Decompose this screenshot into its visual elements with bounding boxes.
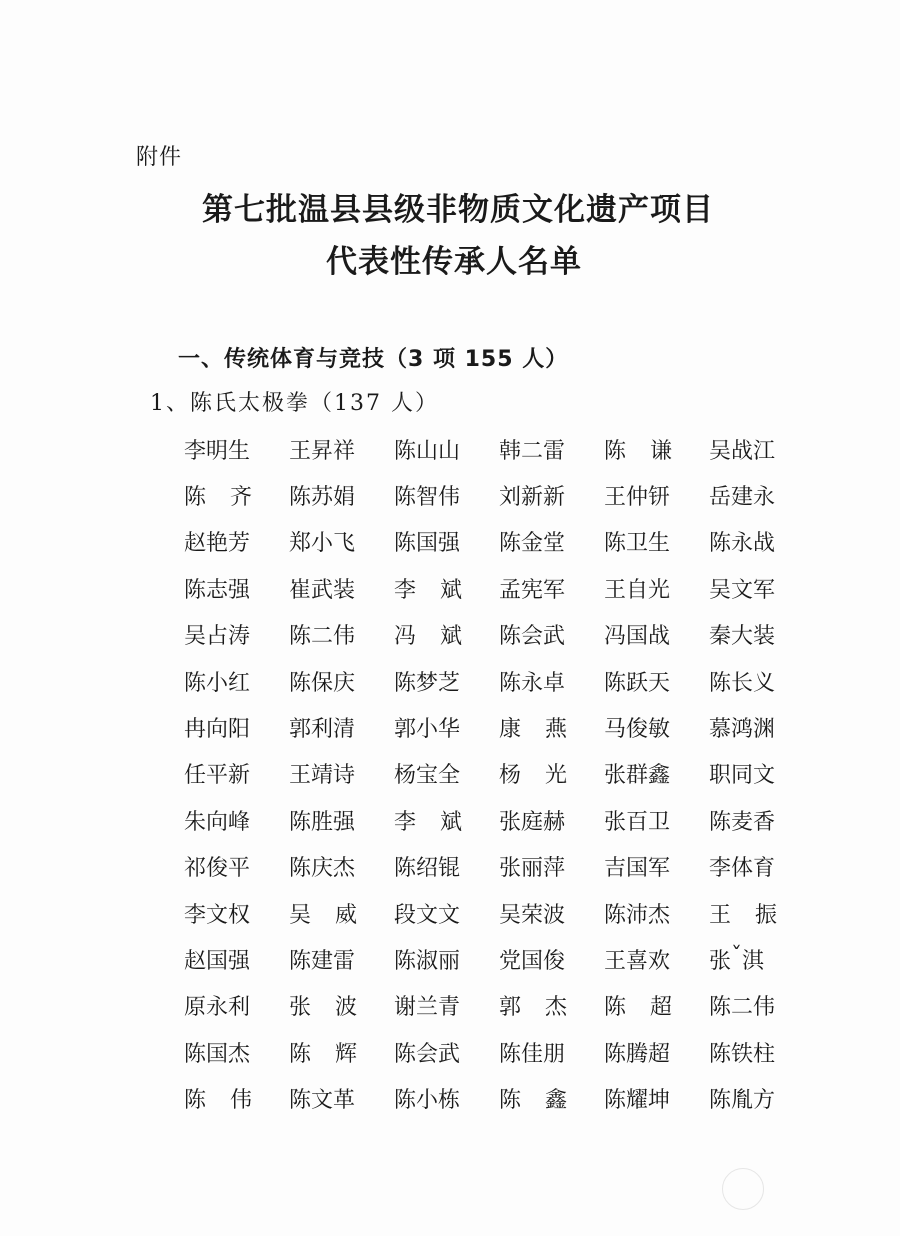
name-entry: 秦 大 装 (709, 624, 776, 650)
name-entry: 陈 保 庆 (289, 670, 356, 696)
name-entry: 陈 庆 杰 (289, 856, 356, 882)
name-entry: 陈 绍 锟 (394, 856, 461, 882)
name-entry: 陈 耀 坤 (604, 1088, 671, 1114)
name-entry: 冉 向 阳 (184, 717, 251, 743)
name-entry: 陈 长 义 (709, 670, 776, 696)
name-entry: 党 国 俊 (499, 948, 566, 974)
name-entry: 张 丽 萍 (499, 856, 566, 882)
name-entry: 陈 跃 天 (604, 670, 671, 696)
name-entry: 张 群 鑫 (604, 763, 671, 789)
name-entry: 王 喜 欢 (604, 948, 671, 974)
name-entry: 马 俊 敏 (604, 717, 671, 743)
name-entry: 吴 威 (289, 902, 357, 928)
name-entry: 岳 建 永 (709, 485, 776, 511)
name-entry: 陈 麦 香 (709, 809, 776, 835)
name-entry: 陈 谦 (604, 438, 672, 464)
name-entry: 陈 腾 超 (604, 1041, 671, 1067)
name-entry: 陈 永 卓 (499, 670, 566, 696)
name-entry: 杨 宝 全 (394, 763, 461, 789)
name-entry: 王 自 光 (604, 577, 671, 603)
name-entry: 李 斌 (394, 577, 462, 603)
attachment-label: 附件 (136, 145, 183, 170)
name-entry: 崔 武 装 (289, 577, 356, 603)
name-entry: 陈 鑫 (499, 1088, 567, 1114)
names-list (184, 426, 804, 1122)
name-entry: 陈 苏 娟 (289, 485, 356, 511)
name-entry: 张 庭 赫 (499, 809, 566, 835)
name-entry: 祁 俊 平 (184, 856, 251, 882)
name-entry: 陈 志 强 (184, 577, 251, 603)
name-entry: 冯 斌 (394, 624, 462, 650)
name-entry: 张 百 卫 (604, 809, 671, 835)
name-entry: 张 波 (289, 995, 357, 1021)
name-entry: 陈 齐 (184, 485, 252, 511)
name-entry: 王 昇 祥 (289, 438, 356, 464)
name-entry: 陈 永 战 (709, 531, 776, 557)
document-title-line1: 第七批温县县级非物质文化遗产项目 (202, 192, 714, 228)
name-entry: 陈 国 杰 (184, 1041, 251, 1067)
sub-heading: 1、陈氏太极拳（137 人） (150, 391, 439, 416)
name-entry: 段 文 文 (394, 902, 461, 928)
name-entry: 陈 智 伟 (394, 485, 461, 511)
name-entry: 陈 会 武 (499, 624, 566, 650)
name-entry: 王 仲 钘 (604, 485, 671, 511)
name-entry: 陈 小 栋 (394, 1088, 461, 1114)
name-entry: 陈 金 堂 (499, 531, 566, 557)
name-entry: 陈 小 红 (184, 670, 251, 696)
name-entry: 陈 沛 杰 (604, 902, 671, 928)
name-entry: 杨 光 (499, 763, 567, 789)
name-entry: 张 ˇ 淇 (709, 943, 765, 974)
name-entry: 李 文 权 (184, 902, 251, 928)
name-entry: 陈 胜 强 (289, 809, 356, 835)
name-entry: 吴 文 军 (709, 577, 776, 603)
name-entry: 陈 淑 丽 (394, 948, 461, 974)
name-entry: 郭 杰 (499, 995, 567, 1021)
name-entry: 陈 梦 芝 (394, 670, 461, 696)
name-entry: 郭 小 华 (394, 717, 461, 743)
name-entry: 韩 二 雷 (499, 438, 566, 464)
name-entry: 陈 会 武 (394, 1041, 461, 1067)
name-entry: 慕 鸿 渊 (709, 717, 776, 743)
name-entry: 陈 铁 柱 (709, 1041, 776, 1067)
name-entry: 职 同 文 (709, 763, 776, 789)
name-entry: 孟 宪 军 (499, 577, 566, 603)
name-entry: 谢 兰 青 (394, 995, 461, 1021)
name-entry: 康 燕 (499, 717, 567, 743)
name-entry: 吴 占 涛 (184, 624, 251, 650)
name-entry: 陈 二 伟 (289, 624, 356, 650)
section-heading: 一、传统体育与竞技（3 项 155 人） (178, 347, 569, 372)
name-entry: 陈 文 革 (289, 1088, 356, 1114)
name-entry: 郭 利 清 (289, 717, 356, 743)
name-entry: 赵 艳 芳 (184, 531, 251, 557)
name-entry: 陈 佳 朋 (499, 1041, 566, 1067)
name-entry: 刘 新 新 (499, 485, 566, 511)
scan-mark (722, 1168, 764, 1210)
name-entry: 原 永 利 (184, 995, 251, 1021)
name-entry: 李 体 育 (709, 856, 776, 882)
name-entry: 陈 国 强 (394, 531, 461, 557)
name-entry: 陈 建 雷 (289, 948, 356, 974)
name-entry: 冯 国 战 (604, 624, 671, 650)
name-entry: 朱 向 峰 (184, 809, 251, 835)
name-entry: 吴 战 江 (709, 438, 776, 464)
name-entry: 陈 胤 方 (709, 1088, 776, 1114)
name-entry: 陈 超 (604, 995, 672, 1021)
name-entry: 赵 国 强 (184, 948, 251, 974)
name-entry: 陈 山 山 (394, 438, 461, 464)
name-entry: 王 振 (709, 902, 777, 928)
name-entry: 吉 国 军 (604, 856, 671, 882)
name-entry: 陈 辉 (289, 1041, 357, 1067)
document-title-line2: 代表性传承人名单 (326, 244, 582, 280)
name-entry: 王 靖 诗 (289, 763, 356, 789)
name-entry: 吴 荣 波 (499, 902, 566, 928)
name-entry: 陈 伟 (184, 1088, 252, 1114)
name-entry: 陈 卫 生 (604, 531, 671, 557)
name-entry: 李 斌 (394, 809, 462, 835)
name-entry: 李 明 生 (184, 438, 251, 464)
name-entry: 郑 小 飞 (289, 531, 356, 557)
name-entry: 陈 二 伟 (709, 995, 776, 1021)
name-entry: 任 平 新 (184, 763, 251, 789)
